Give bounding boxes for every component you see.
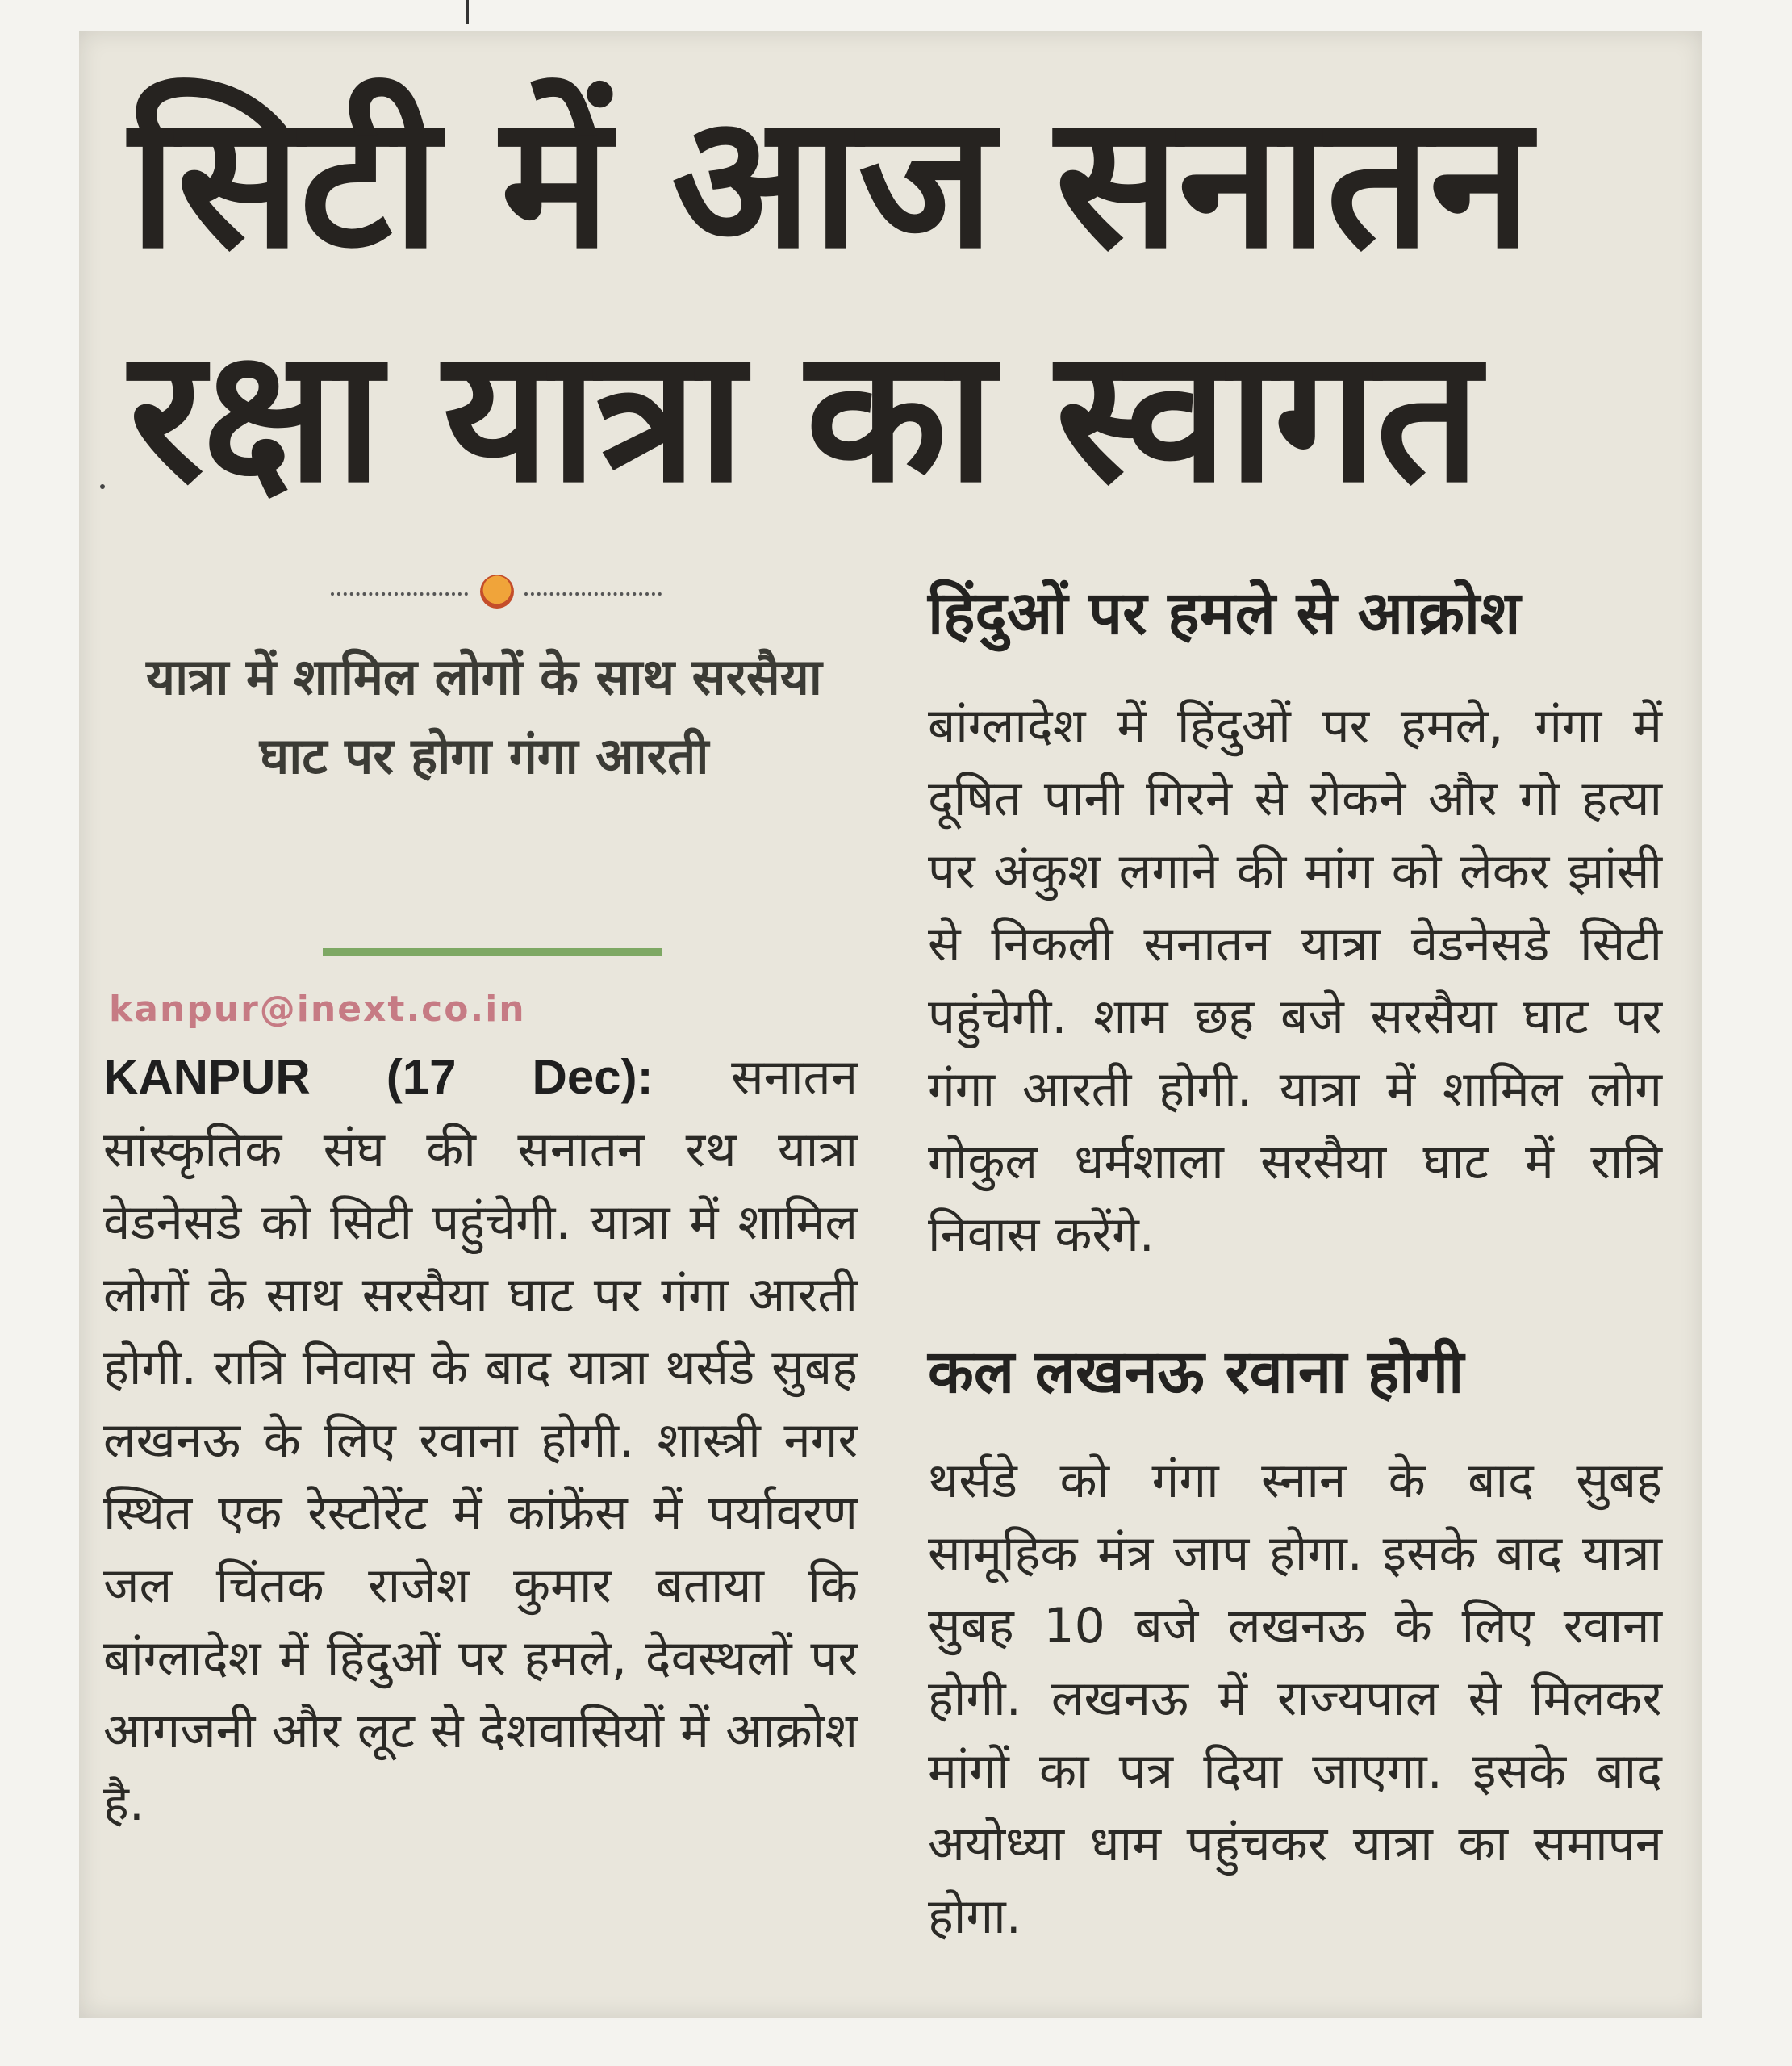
right-column-body-1: बांग्लादेश में हिंदुओं पर हमले, गंगा में दूषित पानी गिरने से रोकने और गो हत्या पर अंकुश लगाने की मांग को लेकर झांसी से निकली सनातन यात्रा वेडनेसडे सिटी पहुंचेगी. शाम छह बजे सरसैया घाट पर गंगा आरती होगी. यात्रा में शामिल लोग गोकुल धर्मशाला सरसैया घाट में रात्रि निवास करेंगे. [928, 698, 1662, 1263]
ornament-sun-icon [480, 575, 514, 609]
page-corner-rule [466, 0, 469, 24]
dateline: KANPUR (17 Dec): [103, 1050, 654, 1104]
left-body-text: सनातन सांस्कृतिक संघ की सनातन रथ यात्रा वेडनेसडे को सिटी पहुंचेगी. यात्रा में शामिल लोगों के साथ सरसैया घाट पर गंगा आरती होगी. रात्रि निवास के बाद यात्रा थर्सडे सुबह लखनऊ के लिए रवाना होगी. शास्त्री नगर स्थित एक रेस्टोरेंट में कांफ्रेंस में पर्यावरण जल चिंतक राजेश कुमार बताया कि बांग्लादेश में हिंदुओं पर हमले, देवस्थलों पर आगजनी और लूट से देशवासियों में आक्रोश है. [103, 1049, 858, 1832]
headline-line-2: रक्षा यात्रा का स्वागत [129, 308, 1480, 523]
subhead-lucknow-departure: कल लखनऊ रवाना होगी [928, 1337, 1464, 1407]
left-column-body [103, 1041, 858, 1840]
subhead-attack-anger: हिंदुओं पर हमले से आक्रोश [928, 579, 1521, 648]
headline-line-1: सिटी में आज सनातन [129, 74, 1531, 289]
ornament-divider [331, 575, 662, 607]
author-email: kanpur@inext.co.in [109, 989, 526, 1030]
deck-underline [323, 948, 662, 956]
ornament-dotted-line-right [524, 592, 662, 596]
article-deck: यात्रा में शामिल लोगों के साथ सरसैया घाट पर होगा गंगा आरती [146, 647, 822, 785]
right-column-body-2: थर्सडे को गंगा स्नान के बाद सुबह सामूहिक मंत्र जाप होगा. इसके बाद यात्रा सुबह 10 बजे लखनऊ के लिए रवाना होगी. लखनऊ में राज्यपाल से मिलकर मांगों का पत्र दिया जाएगा. इसके बाद अयोध्या धाम पहुंचकर यात्रा का समापन होगा. [928, 1453, 1662, 1945]
margin-dot [100, 484, 105, 489]
ornament-dotted-line-left [331, 592, 468, 596]
